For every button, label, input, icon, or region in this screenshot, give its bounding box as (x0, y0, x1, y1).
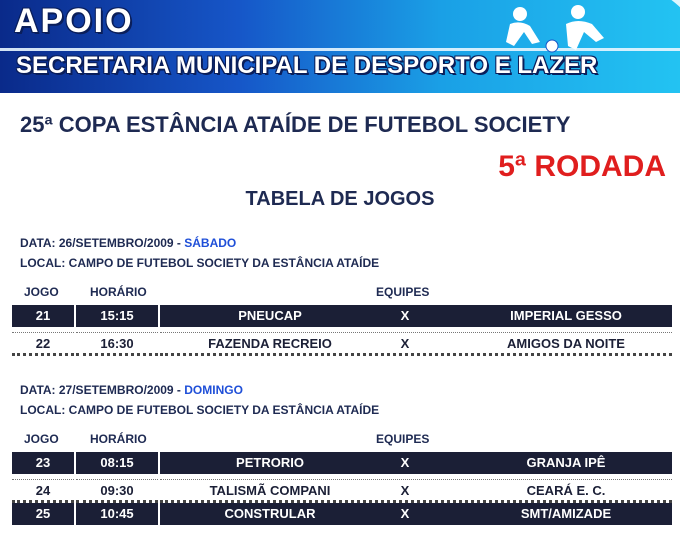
col-equipes: EQUIPES (376, 432, 430, 446)
col-jogo: JOGO (24, 432, 59, 446)
round-title (498, 150, 666, 184)
home-team: CONSTRULAR (224, 506, 316, 521)
teams-cell (160, 503, 672, 525)
game-number: 25 (12, 503, 74, 525)
away-team: AMIGOS DA NOITE (507, 336, 625, 351)
col-horario: HORÁRIO (90, 285, 147, 299)
date-line-1 (20, 236, 236, 250)
table-title: TABELA DE JOGOS (245, 188, 435, 210)
date-label: DATA: 27/SETEMBRO/2009 - (20, 383, 185, 397)
versus: X (400, 336, 410, 351)
away-team: IMPERIAL GESSO (510, 308, 622, 323)
versus: X (400, 506, 410, 521)
away-team: GRANJA IPÊ (526, 455, 606, 470)
game-time: 08:15 (76, 452, 158, 474)
game-number: 24 (12, 479, 74, 503)
local-line-1: LOCAL: CAMPO DE FUTEBOL SOCIETY DA ESTÂNCIA ATAÍDE (20, 256, 380, 270)
round-number: 5ª (498, 150, 526, 183)
col-horario: HORÁRIO (90, 432, 147, 446)
date-label: DATA: 26/SETEMBRO/2009 - (20, 236, 185, 250)
teams-cell (160, 452, 672, 474)
weekday: DOMINGO (184, 383, 243, 397)
col-equipes: EQUIPES (376, 285, 430, 299)
game-time: 09:30 (76, 479, 158, 503)
weekday: SÁBADO (184, 236, 237, 250)
header-banner (0, 0, 680, 93)
apoio-title: APOIO (14, 2, 134, 40)
game-number: 21 (12, 305, 74, 327)
game-time: 10:45 (76, 503, 158, 525)
away-team: SMT/AMIZADE (520, 506, 612, 521)
game-number: 23 (12, 452, 74, 474)
home-team: TALISMÃ COMPANI (209, 483, 331, 498)
tournament-title: 25ª COPA ESTÂNCIA ATAÍDE DE FUTEBOL SOCIETY (20, 112, 571, 137)
versus: X (400, 308, 410, 323)
table-row (12, 305, 672, 327)
away-team: CEARÁ E. C. (526, 483, 606, 498)
secretaria-title: SECRETARIA MUNICIPAL DE DESPORTO E LAZER (16, 52, 598, 79)
table-row (12, 332, 672, 354)
teams-cell (160, 305, 672, 327)
local-line-2: LOCAL: CAMPO DE FUTEBOL SOCIETY DA ESTÂNCIA ATAÍDE (20, 403, 380, 417)
home-team: PETRORIO (236, 455, 304, 470)
versus: X (400, 455, 410, 470)
round-label: RODADA (534, 150, 666, 183)
teams-cell (160, 332, 672, 356)
table-row (12, 479, 672, 501)
game-number: 22 (12, 332, 74, 356)
col-jogo: JOGO (24, 285, 59, 299)
game-time: 16:30 (76, 332, 158, 356)
date-line-2 (20, 383, 243, 397)
versus: X (400, 483, 410, 498)
home-team: PNEUCAP (238, 308, 302, 323)
table-row (12, 452, 672, 474)
game-time: 15:15 (76, 305, 158, 327)
table-row (12, 503, 672, 525)
teams-cell (160, 479, 672, 503)
home-team: FAZENDA RECREIO (208, 336, 332, 351)
